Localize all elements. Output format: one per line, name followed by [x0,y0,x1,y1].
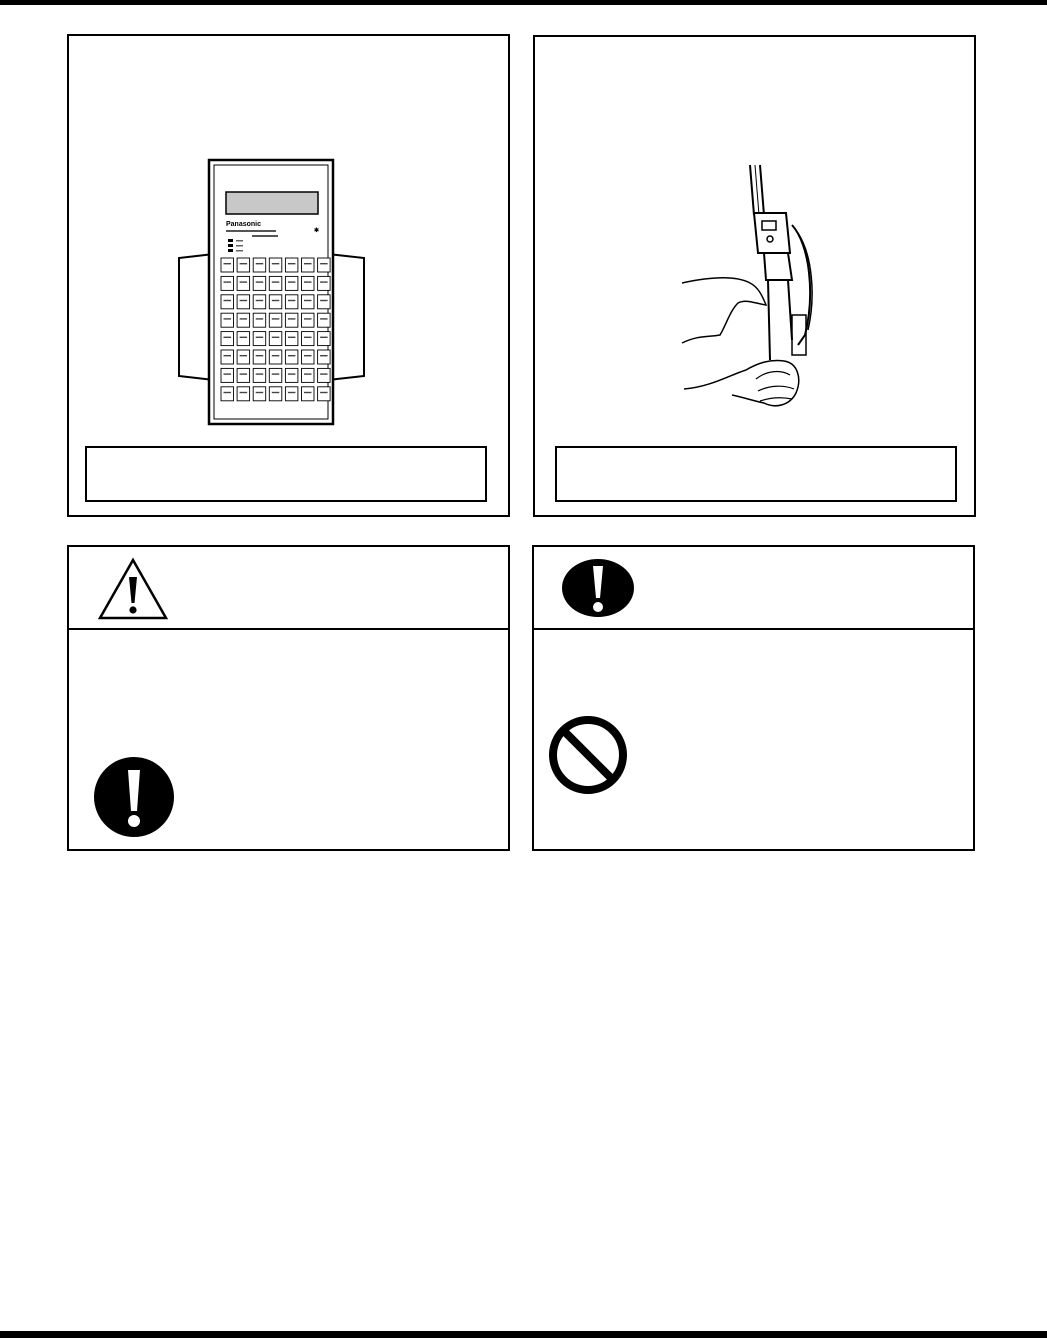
caution-header-divider [534,628,973,630]
warning-panel [67,545,510,851]
caution-panel [532,545,975,851]
svg-text:✱: ✱ [314,228,320,234]
calculator-caption-box [85,446,487,502]
cable-caption-box [555,446,957,502]
cable-panel [533,35,976,517]
top-rule [0,0,1047,5]
warning-triangle-icon [97,557,169,621]
warning-header-divider [69,628,508,630]
prohibition-circle-icon [547,714,629,796]
bottom-rule [0,1331,1047,1338]
hand-cable-illustration [680,165,850,415]
calculator-brand: Panasonic [226,221,262,228]
calculator-illustration [174,158,374,428]
exclamation-circle-icon [561,558,635,618]
calculator-panel [67,34,510,517]
exclamation-circle-icon [93,756,175,838]
